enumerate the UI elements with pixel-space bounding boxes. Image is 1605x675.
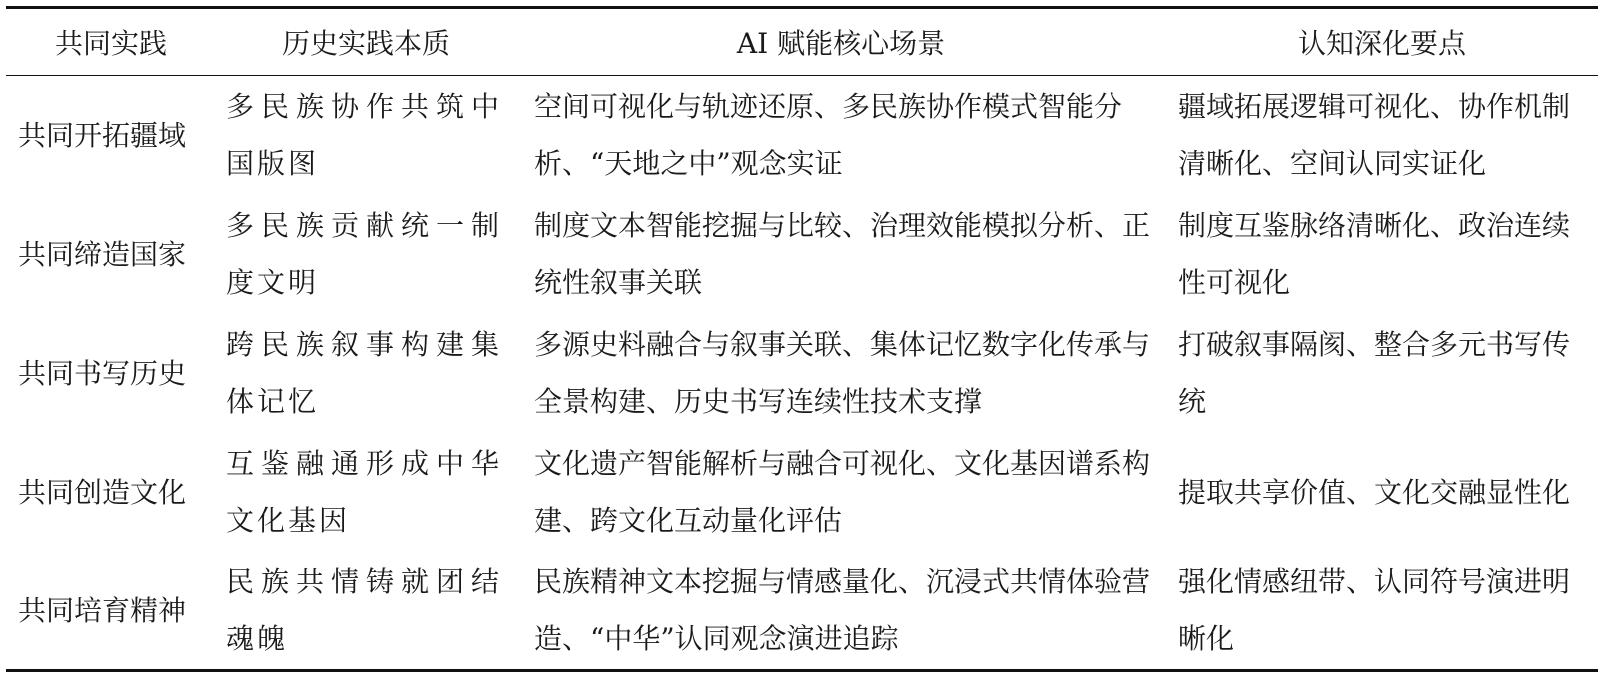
cell-practice: 共同开拓疆域 — [18, 118, 187, 152]
table-row — [6, 314, 1598, 433]
cell-practice: 共同培育精神 — [18, 593, 187, 627]
comparison-table-container — [6, 6, 1598, 672]
cell-essence: 跨民族叙事构建集体记忆 — [226, 328, 502, 418]
cell-essence: 多民族协作共筑中国版图 — [226, 90, 502, 181]
cell-point: 打破叙事隔阂、整合多元书写传统 — [1178, 328, 1571, 418]
cell-practice: 共同书写历史 — [18, 356, 187, 390]
cell-scenario: 文化遗产智能解析与融合可视化、文化基因谱系构建、跨文化互动量化评估 — [534, 447, 1151, 537]
cell-practice: 共同缔造国家 — [18, 237, 187, 271]
table-body — [6, 76, 1598, 671]
cell-essence: 多民族贡献统一制度文明 — [226, 209, 502, 299]
table-row — [6, 195, 1598, 314]
header-scenario: AI 赋能核心场景 — [516, 8, 1166, 76]
cell-scenario: 多源史料融合与叙事关联、集体记忆数字化传承与全景构建、历史书写连续性技术支撑 — [534, 328, 1151, 418]
cell-point: 疆域拓展逻辑可视化、协作机制清晰化、空间认同实证化 — [1178, 90, 1571, 181]
cell-scenario: 民族精神文本挖掘与情感量化、沉浸式共情体验营造、“中华”认同观念演进追踪 — [534, 565, 1151, 656]
cell-scenario: 制度文本智能挖掘与比较、治理效能模拟分析、正统性叙事关联 — [534, 209, 1151, 299]
table-row — [6, 76, 1598, 195]
comparison-table — [6, 6, 1598, 672]
cell-practice: 共同创造文化 — [18, 475, 187, 509]
header-point: 认知深化要点 — [1166, 8, 1598, 76]
header-essence: 历史实践本质 — [216, 8, 516, 76]
header-row — [6, 8, 1598, 76]
cell-point: 制度互鉴脉络清晰化、政治连续性可视化 — [1178, 209, 1571, 299]
table-row — [6, 433, 1598, 552]
table-row — [6, 552, 1598, 671]
cell-point: 提取共享价值、文化交融显性化 — [1178, 475, 1571, 509]
cell-essence: 民族共情铸就团结魂魄 — [226, 565, 502, 656]
table-header — [6, 8, 1598, 76]
cell-essence: 互鉴融通形成中华文化基因 — [226, 447, 502, 537]
header-practice: 共同实践 — [6, 8, 216, 76]
cell-scenario: 空间可视化与轨迹还原、多民族协作模式智能分析、“天地之中”观念实证 — [534, 90, 1123, 181]
cell-point: 强化情感纽带、认同符号演进明晰化 — [1178, 565, 1571, 656]
